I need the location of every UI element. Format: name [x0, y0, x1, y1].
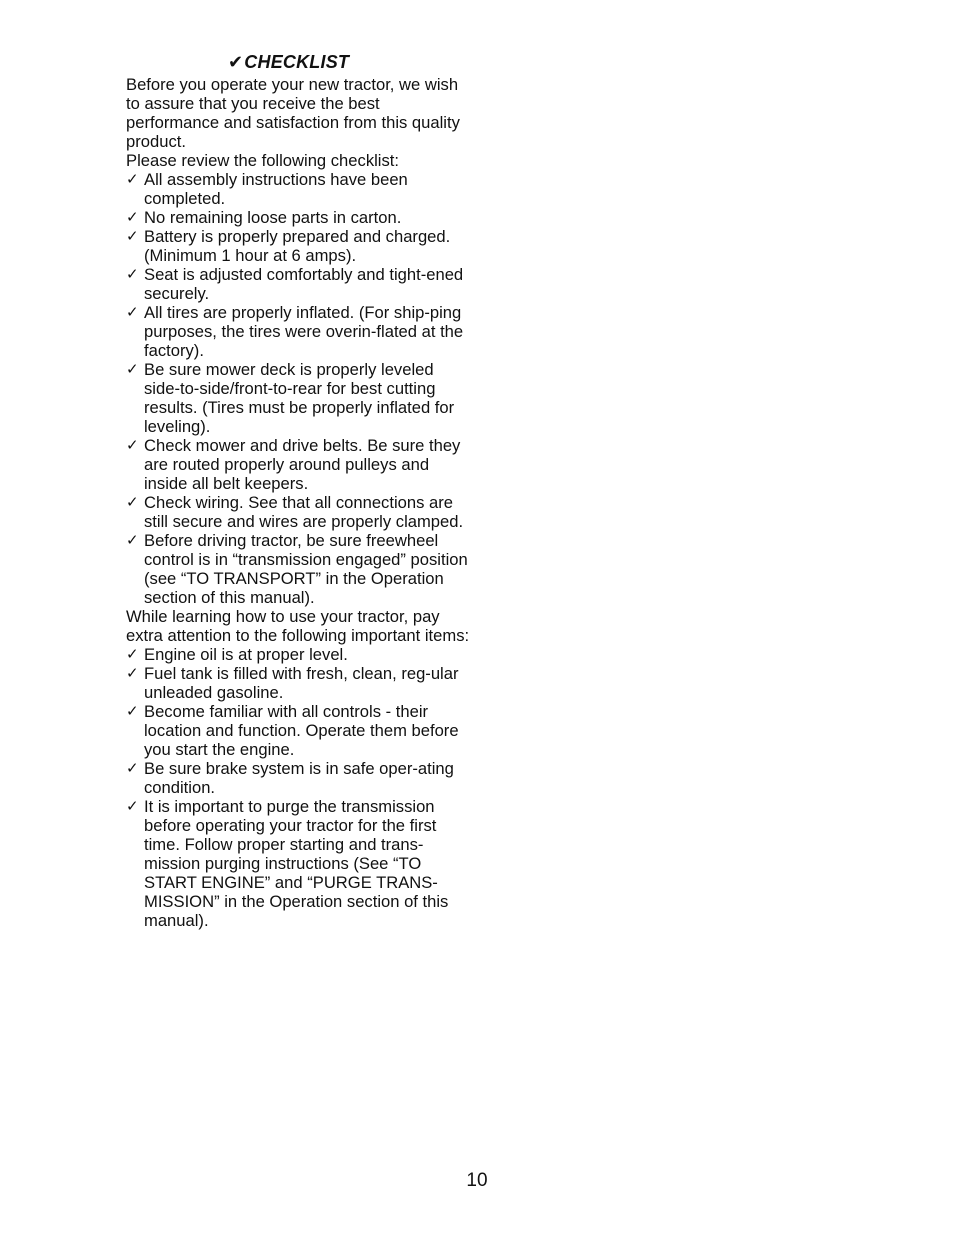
list-item-text: Become familiar with all controls - their location and function. Operate them before you start the engine.	[144, 702, 459, 759]
list-item-text: Seat is adjusted comfortably and tight-ened securely.	[144, 265, 464, 303]
list-item-text: Check wiring. See that all connections are still secure and wires are properly clamped.	[144, 493, 464, 531]
list-item-text: No remaining loose parts in carton.	[144, 208, 402, 227]
list-item	[126, 493, 471, 531]
checkmark-icon: ✔	[228, 52, 244, 72]
intro-paragraph: Before you operate your new tractor, we wish to assure that you receive the best performance and satisfaction from this quality product.	[126, 75, 460, 151]
list-item-text: All tires are properly inflated. (For ship-ping purposes, the tires were overin-flated at the factory).	[144, 303, 464, 360]
list-item-text: Check mower and drive belts. Be sure they are routed properly around pulleys and inside all belt keepers.	[144, 436, 461, 493]
check-icon: ✓	[126, 531, 139, 549]
check-icon: ✓	[126, 170, 139, 188]
list-item-text: Be sure brake system is in safe oper-ating condition.	[144, 759, 454, 797]
check-icon: ✓	[126, 797, 139, 815]
list-item-text: Before driving tractor, be sure freewheel control is in “transmission engaged” position (see “TO TRANSPORT” in the Operation section of this manual).	[144, 531, 468, 607]
checklist-section	[126, 51, 471, 930]
checklist	[126, 170, 471, 607]
check-icon: ✓	[126, 645, 139, 663]
section-title-text: CHECKLIST	[244, 52, 350, 72]
list-item	[126, 170, 471, 208]
check-icon: ✓	[126, 227, 139, 245]
list-item-text: Engine oil is at proper level.	[144, 645, 348, 664]
list-item-text: Be sure mower deck is properly leveled side-to-side/front-to-rear for best cutting results. (Tires must be properly inflated for leveling).	[144, 360, 455, 436]
list-item	[126, 645, 471, 664]
check-icon: ✓	[126, 702, 139, 720]
section-title	[228, 51, 471, 73]
list-item	[126, 702, 471, 759]
list-item	[126, 759, 471, 797]
list-item	[126, 265, 471, 303]
check-icon: ✓	[126, 360, 139, 378]
review-prompt: Please review the following checklist:	[126, 151, 400, 170]
list-item	[126, 227, 471, 265]
list-item	[126, 436, 471, 493]
list-item-text: It is important to purge the transmission before operating your tractor for the first time. Follow proper starting and trans-mission purging instructions (See “TO START ENGINE” and “PURGE TRANS-MISSION” in the Operation section of this manual).	[144, 797, 449, 930]
list-item-text: Fuel tank is filled with fresh, clean, reg-ular unleaded gasoline.	[144, 664, 459, 702]
page-number: 10	[466, 1170, 488, 1191]
list-item	[126, 797, 471, 930]
check-icon: ✓	[126, 664, 139, 682]
list-item	[126, 664, 471, 702]
check-icon: ✓	[126, 436, 139, 454]
important-items-list	[126, 645, 471, 930]
check-icon: ✓	[126, 759, 139, 777]
list-item	[126, 531, 471, 607]
check-icon: ✓	[126, 208, 139, 226]
check-icon: ✓	[126, 493, 139, 511]
list-item	[126, 303, 471, 360]
list-item	[126, 360, 471, 436]
check-icon: ✓	[126, 303, 139, 321]
list-item	[126, 208, 471, 227]
learning-intro: While learning how to use your tractor, pay extra attention to the following important items:	[126, 607, 470, 645]
list-item-text: Battery is properly prepared and charged. (Minimum 1 hour at 6 amps).	[144, 227, 451, 265]
check-icon: ✓	[126, 265, 139, 283]
list-item-text: All assembly instructions have been completed.	[144, 170, 408, 208]
